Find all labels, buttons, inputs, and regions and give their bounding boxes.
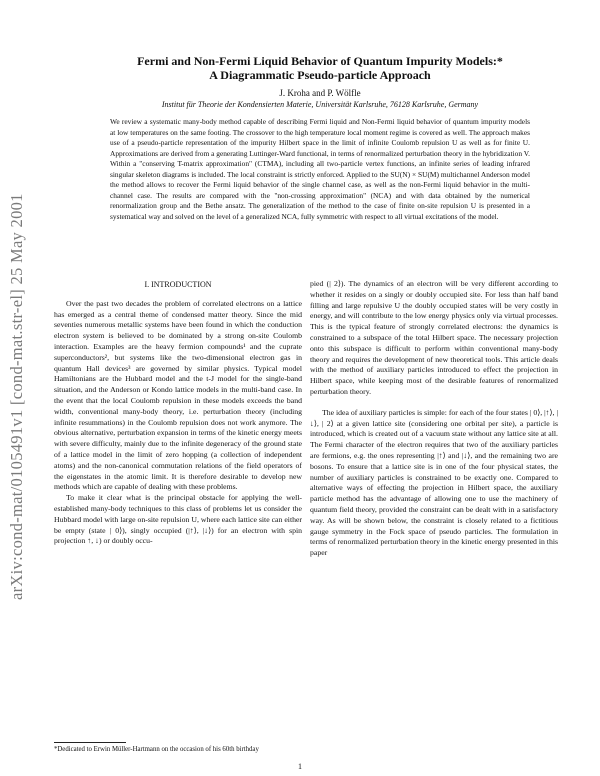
right-column <box>310 279 558 559</box>
arxiv-sidebar-stamp: arXiv:cond-mat/0105491v1 [cond-mat.str-el] 25 May 2001 <box>7 193 26 600</box>
paragraph: Over the past two decades the problem of correlated electrons on a lattice has emerged as a central theme of condensed matter theory. Since the mid seventies numerous metallic systems have been found in which the conduction electron system is believed to be dominated by a strong on-site Coulomb interaction. Examples are the heavy fermion compounds¹ and the cuprate superconductors², but systems like the two-dimensional electron gas in quantum Hall devices³ are governed by similar physics. Typical model Hamiltonians are the Hubbard model and the t-J model for the single-band situation, and the Anderson or Kondo lattice models in the multi-band case. In the event that the local Coulomb repulsion in these models exceeds the band width, conventional many-body theory, i.e. perturbation theory (including infinite resummations) in the Coulomb repulsion does not work anymore. The obvious alternative, perturbation expansion in terms of the kinetic energy meets with severe difficulty, mainly due to the infinite degeneracy of the ground state of a lattice model in the limit of zero hopping (a collection of independent atoms) and the non-canonical commutation relations of the field operators of the eigenstates in the atomic limit. It is therefore desirable to develop new methods which are capable of dealing with these problems. <box>54 298 302 492</box>
paper-title <box>60 54 580 82</box>
paragraph: The idea of auxiliary particles is simple: for each of the four states | 0⟩, |↑⟩, |↓⟩, | 2⟩ at a given lattice site (considering one orbital per site), a particle is introduced, which is created out of a vacuum state without any lattice site at all. The Fermi character of the electron requires that two of the auxiliary particles are fermions, e.g. the ones representing |↑⟩ and |↓⟩, and the remaining two are bosons. To ensure that a lattice site is in one of the four physical states, the number of auxiliary particles is constrained to be exactly one. Compared to alternative ways of effecting the projection in Hilbert space, the auxiliary particle method has the advantage of allowing one to use the machinery of quantum field theory, provided the constraint can be dealt with in a satisfactory way. As will be shown below, the constraint is closely related to a fictitious gauge symmetry in the Fock space of pseudo particles. The formulation in terms of renormalized perturbation theory in the kinetic energy presented in this paper <box>310 407 558 558</box>
title-line-1: Fermi and Non-Fermi Liquid Behavior of Quantum Impurity Models:* <box>137 54 503 68</box>
paragraph: To make it clear what is the principal obstacle for applying the well-established many-body techniques to this class of problems let us consider the Hubbard model with large on-site repulsion U, where each lattice site can either be empty (state | 0⟩), singly occupied (|↑⟩, |↓⟩) for an electron with spin projection ↑, ↓) or doubly occu- <box>54 493 302 546</box>
footnote: *Dedicated to Erwin Müller-Hartmann on the occasion of his 60th birthday <box>54 746 259 753</box>
affiliation: Institut für Theorie der Kondensierten Materie, Universität Karlsruhe, 76128 Karlsruhe, Germany <box>161 100 479 109</box>
abstract: We review a systematic many-body method capable of describing Fermi liquid and Non-Fermi liquid behavior of quantum impurity models at low temperatures on the same footing. The crossover to the high temperature local moment regime is covered as well. The approach makes use of a pseudo-particle representation of the impurity Hilbert space in the limit of infinite Coulomb repulsion U as well as for finite U. Approximations are derived from a generating Luttinger-Ward functional, in terms of renormalized perturbation theory in the hybridization V. Within a "conserving T-matrix approximation" (CTMA), including all two-particle vertex functions, an infinite series of leading infrared singular skeleton diagrams is included. The local constraint is strictly enforced. Applied to the SU(N) × SU(M) multichannel Anderson model the method allows to recover the Fermi liquid behavior of the single channel case, as well as the non-Fermi liquid behavior in the multi-channel case. The results are compared with the "non-crossing approximation" (NCA) and with data obtained by the numerical renormalization group and the Bethe ansatz. The generalization of the method to the case of finite on-site repulsion U is presented in a systematical way and solved on the level of a generalized NCA, fully symmetric with respect to all virtual excitations of the model. <box>110 117 530 221</box>
left-column <box>54 280 302 547</box>
page-number: 1 <box>298 762 302 771</box>
title-line-2: A Diagrammatic Pseudo-particle Approach <box>209 68 431 82</box>
footnote-rule <box>54 742 126 743</box>
authors: J. Kroha and P. Wölfle <box>279 88 361 98</box>
section-heading: I. INTRODUCTION <box>144 280 212 289</box>
paragraph-gap <box>310 398 558 408</box>
paragraph: pied (| 2⟩). The dynamics of an electron will be very different according to whether it resides on a singly or doubly occupied site. For less than half band filling and large repulsive U the doubly occupied states will be very costly in energy, and will contribute to the low energy physics only via virtual processes. This is the typical feature of strongly correlated electrons: the dynamics is constrained to a subspace of the total Hilbert space. The necessary projection onto this subspace is difficult to perform within conventional many-body theory and requires the development of new theoretical tools. This article deals with the method of auxiliary particles introduced to effect the projection in Hilbert space, while keeping most of the desirable features of renormalized perturbation theory. <box>310 279 558 396</box>
